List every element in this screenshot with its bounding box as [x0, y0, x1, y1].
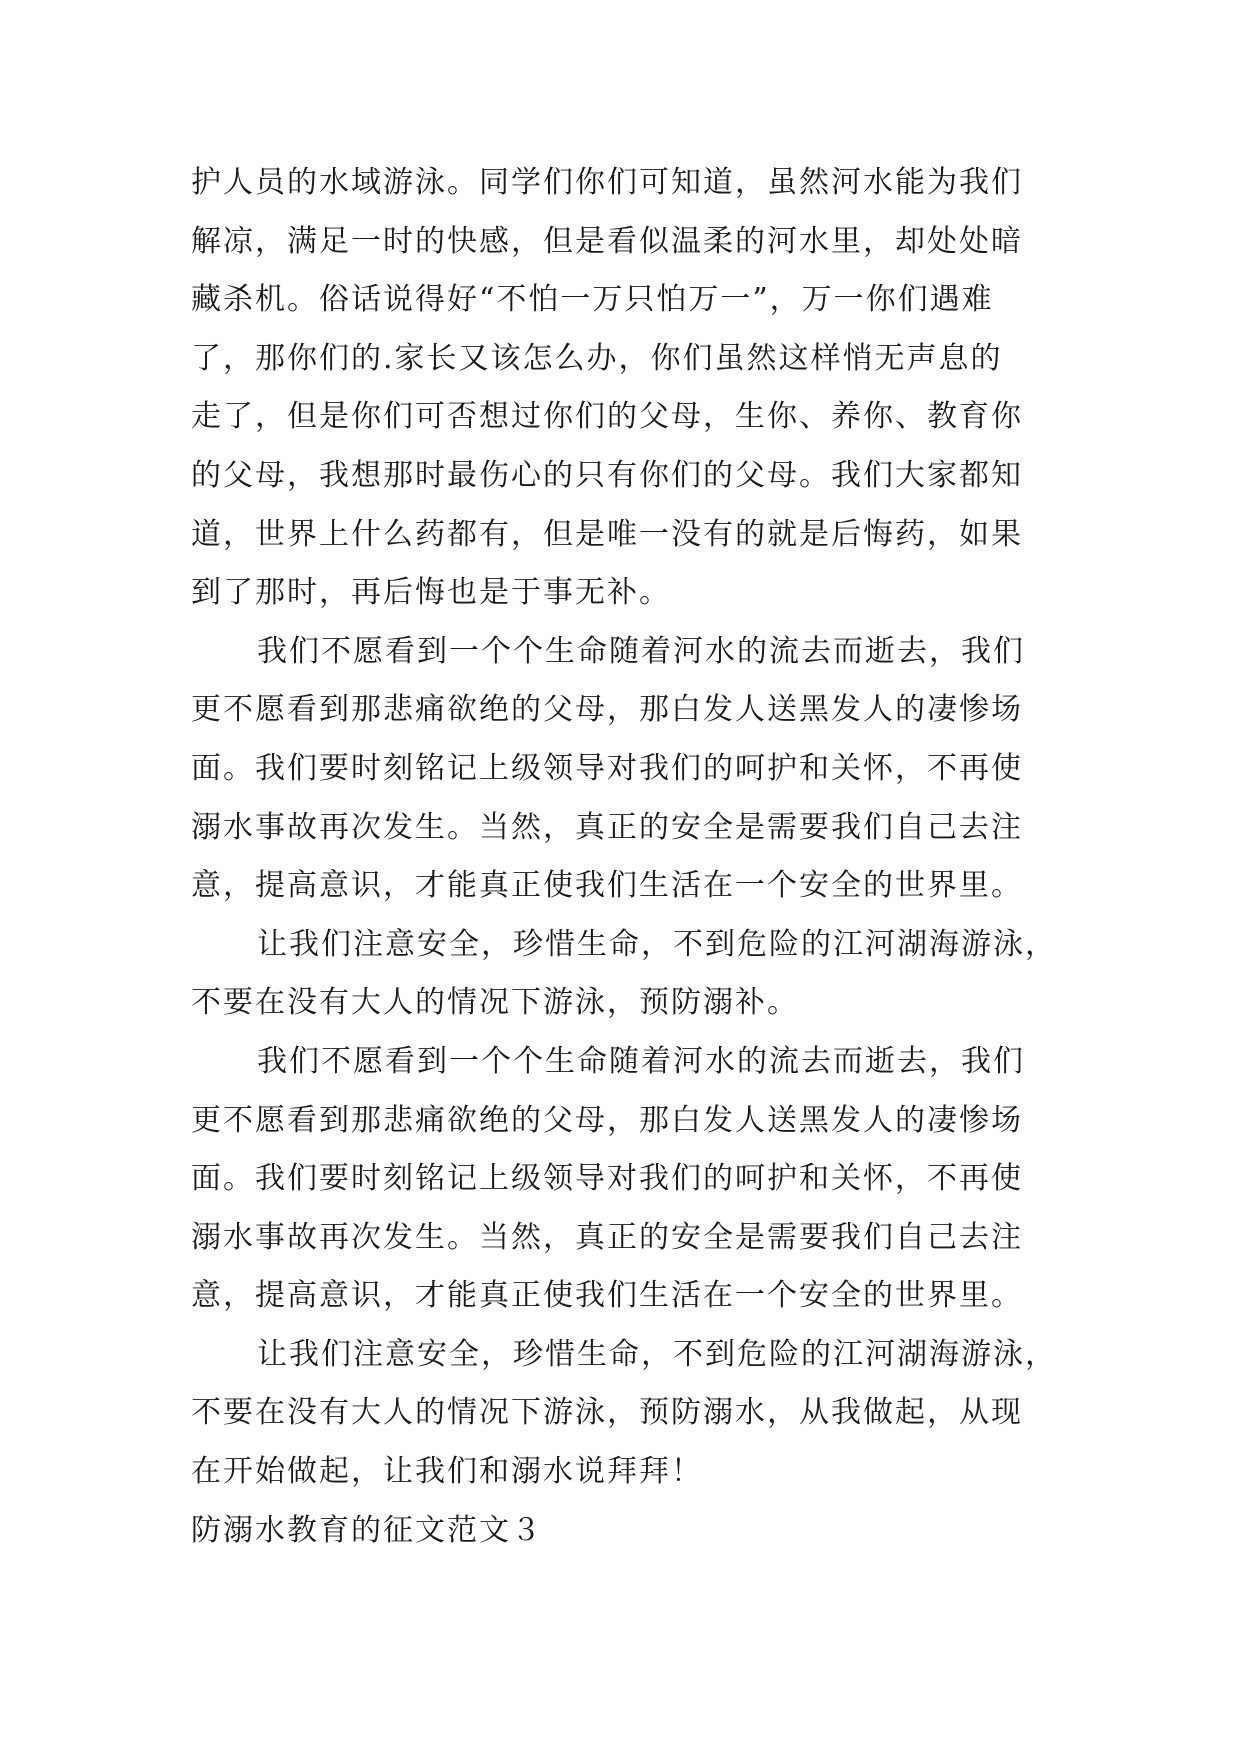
text-line: 更不愿看到那悲痛欲绝的父母，那白发人送黑发人的凄惨场	[191, 1102, 1023, 1138]
text-line: 在开始做起，让我们和溺水说拜拜！	[191, 1454, 703, 1490]
text-line: 我们不愿看到一个个生命随着河水的流去而逝去，我们	[257, 1043, 1025, 1079]
text-line: 了，那你们的.家长又该怎么办，你们虽然这样悄无声息的	[191, 340, 1003, 376]
paragraph-4	[191, 1033, 1071, 1326]
text-line: 道，世界上什么药都有，但是唯一没有的就是后悔药，如果	[191, 516, 1023, 552]
section-heading: 防溺水教育的征文范文３	[191, 1512, 543, 1548]
document-body	[191, 154, 1071, 1560]
text-line: 溺水事故再次发生。当然，真正的安全是需要我们自己去注	[191, 1219, 1023, 1255]
text-line: 解凉，满足一时的快感，但是看似温柔的河水里，却处处暗	[191, 223, 1023, 259]
text-line: 面。我们要时刻铭记上级领导对我们的呵护和关怀，不再使	[191, 750, 1023, 786]
text-line: 更不愿看到那悲痛欲绝的父母，那白发人送黑发人的凄惨场	[191, 692, 1023, 728]
paragraph-1	[191, 154, 1071, 623]
text-line: 走了，但是你们可否想过你们的父母，生你、养你、教育你	[191, 399, 1023, 435]
text-line: 意，提高意识，才能真正使我们生活在一个安全的世界里。	[191, 868, 1023, 904]
text-line: 让我们注意安全，珍惜生命，不到危险的江河湖海游泳，	[257, 1336, 1057, 1372]
text-line: 意，提高意识，才能真正使我们生活在一个安全的世界里。	[191, 1278, 1023, 1314]
paragraph-3	[191, 916, 1071, 1033]
text-line: 让我们注意安全，珍惜生命，不到危险的江河湖海游泳，	[257, 926, 1057, 962]
text-line: 溺水事故再次发生。当然，真正的安全是需要我们自己去注	[191, 809, 1023, 845]
text-line: 我们不愿看到一个个生命随着河水的流去而逝去，我们	[257, 633, 1025, 669]
text-line: 的父母，我想那时最伤心的只有你们的父母。我们大家都知	[191, 457, 1023, 493]
text-line: 不要在没有大人的情况下游泳，预防溺补。	[191, 985, 799, 1021]
paragraph-5	[191, 1326, 1071, 1502]
paragraph-2	[191, 623, 1071, 916]
text-line: 面。我们要时刻铭记上级领导对我们的呵护和关怀，不再使	[191, 1161, 1023, 1197]
text-line: 不要在没有大人的情况下游泳，预防溺水，从我做起，从现	[191, 1395, 1023, 1431]
text-line: 到了那时，再后悔也是于事无补。	[191, 575, 671, 611]
text-line: 藏杀机。俗话说得好“不怕一万只怕万一”，万一你们遇难	[191, 282, 994, 318]
text-line: 护人员的水域游泳。同学们你们可知道，虽然河水能为我们	[191, 165, 1023, 200]
